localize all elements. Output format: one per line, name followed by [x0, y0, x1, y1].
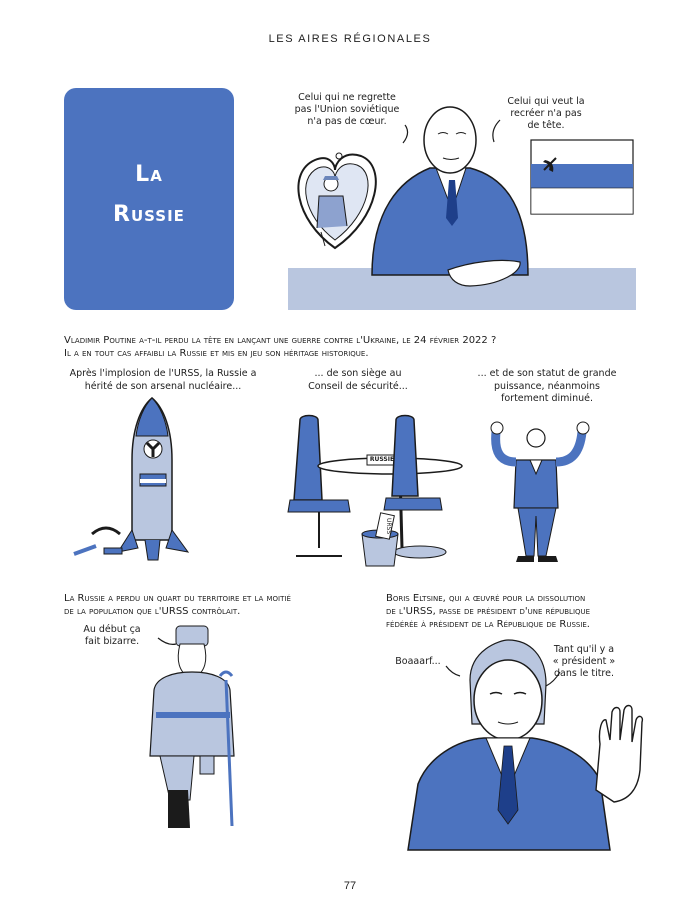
chapter-title-line2: Russie [113, 202, 185, 227]
lower-left-caption: La Russie a perdu un quart du territoire et la moitié de la population que l'URSS contrôlait. [64, 593, 291, 617]
caption-security-council: ... de son siège au Conseil de sécurité... [308, 368, 408, 392]
eltsine-bubble-right: Tant qu'il y a « président » dans le titre. [552, 644, 616, 679]
caption-nuclear: Après l'implosion de l'URSS, la Russie a hérité de son arsenal nucléaire... [69, 368, 257, 392]
bin-paper-urss: URSS [385, 518, 392, 535]
soldier-bubble: Au début ça fait bizarre. [83, 624, 141, 647]
page-number: 77 [343, 880, 357, 892]
running-header: LES AIRES RÉGIONALES [268, 33, 432, 45]
intro-text: Vladimir Poutine a-t-il perdu la tête en lançant une guerre contre l'Ukraine, le 24 février 2022 ? Il a en tout cas affaibli la Russie et mis en jeu son héritage historique. [64, 335, 497, 359]
eltsine-bubble-left: Boaaarf... [395, 656, 441, 667]
panel1-bubble-right: Celui qui veut la recréer n'a pas de tête. [507, 96, 585, 131]
nameplate-russie: RUSSIE [369, 456, 395, 463]
caption-great-power: ... et de son statut de grande puissance, néanmoins fortement diminué. [477, 368, 617, 404]
chapter-title-line1: La [135, 162, 163, 187]
panel1-bubble-left: Celui qui ne regrette pas l'Union soviétique n'a pas de cœur. [294, 92, 400, 127]
lower-right-caption: Boris Eltsine, qui a œuvré pour la dissolution de l'URSS, passe de président d'une république fédérée à président de la République de Russie. [386, 593, 591, 630]
